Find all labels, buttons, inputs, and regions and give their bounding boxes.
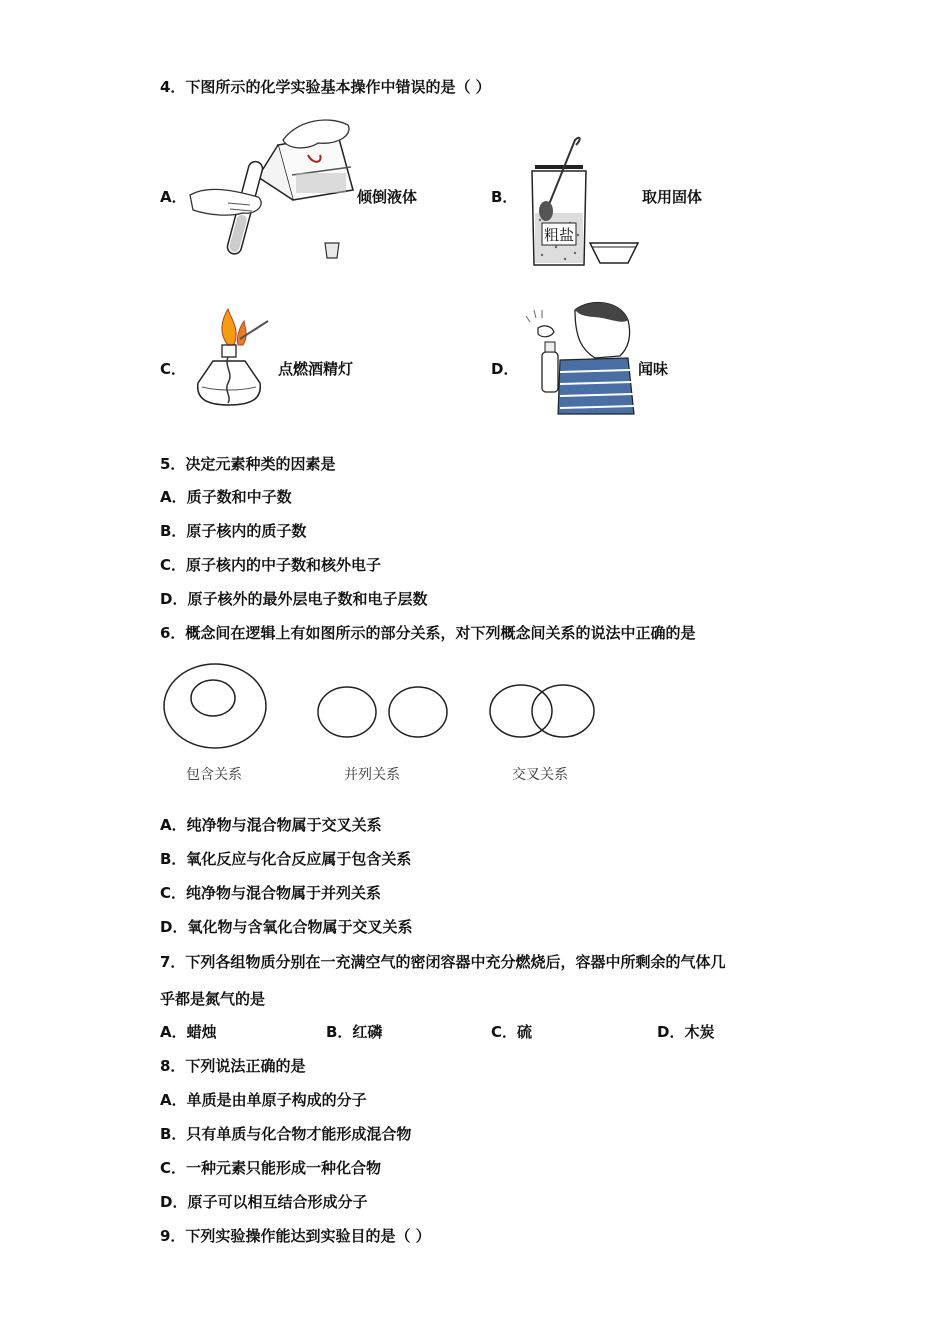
q7-option-d: D．木炭 bbox=[657, 1023, 715, 1041]
q4-stem: 4．下图所示的化学实验基本操作中错误的是（ ） bbox=[160, 78, 491, 96]
q7-option-c: C．硫 bbox=[491, 1023, 533, 1041]
parallel-circle-right bbox=[389, 687, 447, 737]
smelling-figure bbox=[520, 298, 638, 416]
parallel-circle-left bbox=[318, 687, 376, 737]
alcohol-lamp-figure bbox=[188, 305, 273, 413]
q5-option-d: D．原子核外的最外层电子数和电子层数 bbox=[160, 590, 428, 608]
pouring-liquid-figure bbox=[188, 115, 363, 265]
q4-option-c-caption: 点燃酒精灯 bbox=[278, 360, 354, 378]
q5-stem: 5．决定元素种类的因素是 bbox=[160, 455, 336, 473]
q4-option-d-caption: 闻味 bbox=[638, 360, 669, 378]
q7-stem-line2: 乎都是氮气的是 bbox=[160, 990, 266, 1008]
q4-option-b-caption: 取用固体 bbox=[642, 188, 703, 206]
q4-option-a-caption: 倾倒液体 bbox=[357, 188, 418, 206]
containment-outer-circle bbox=[164, 664, 266, 748]
q6-option-b: B．氧化反应与化合反应属于包含关系 bbox=[160, 850, 412, 868]
intersect-circle-left bbox=[490, 685, 552, 737]
q7-option-a: A．蜡烛 bbox=[160, 1023, 217, 1041]
q7-stem-line1: 7．下列各组物质分别在一充满空气的密闭容器中充分燃烧后，容器中所剩余的气体几 bbox=[160, 953, 726, 971]
diagram-label-parallel: 并列关系 bbox=[344, 767, 400, 783]
q8-option-a: A．单质是由单原子构成的分子 bbox=[160, 1091, 367, 1109]
q4-option-a-letter: A． bbox=[160, 188, 187, 206]
diagram-label-containment: 包含关系 bbox=[186, 767, 242, 783]
q5-option-b: B．原子核内的质子数 bbox=[160, 522, 307, 540]
q5-option-a: A．质子数和中子数 bbox=[160, 488, 292, 506]
q6-option-c: C．纯净物与混合物属于并列关系 bbox=[160, 884, 382, 902]
q4-option-b-letter: B． bbox=[491, 188, 518, 206]
diagram-label-intersect: 交叉关系 bbox=[512, 767, 568, 783]
taking-solid-figure bbox=[520, 135, 645, 270]
containment-inner-circle bbox=[191, 680, 235, 716]
q4-option-c-letter: C． bbox=[160, 360, 187, 378]
q6-option-d: D．氧化物与含氧化合物属于交叉关系 bbox=[160, 918, 413, 936]
q8-option-b: B．只有单质与化合物才能形成混合物 bbox=[160, 1125, 412, 1143]
q6-option-a: A．纯净物与混合物属于交叉关系 bbox=[160, 816, 382, 834]
q6-stem: 6．概念间在逻辑上有如图所示的部分关系，对下列概念间关系的说法中正确的是 bbox=[160, 624, 696, 642]
q5-option-c: C．原子核内的中子数和核外电子 bbox=[160, 556, 382, 574]
relationship-diagram bbox=[160, 660, 610, 760]
q8-option-d: D．原子可以相互结合形成分子 bbox=[160, 1193, 368, 1211]
q9-stem: 9．下列实验操作能达到实验目的是（ ） bbox=[160, 1227, 431, 1245]
jar-label: 粗盐 bbox=[543, 226, 575, 244]
q8-option-c: C．一种元素只能形成一种化合物 bbox=[160, 1159, 382, 1177]
q4-option-d-letter: D． bbox=[491, 360, 519, 378]
intersect-circle-right bbox=[532, 685, 594, 737]
q8-stem: 8．下列说法正确的是 bbox=[160, 1057, 306, 1075]
q7-option-b: B．红磷 bbox=[326, 1023, 383, 1041]
